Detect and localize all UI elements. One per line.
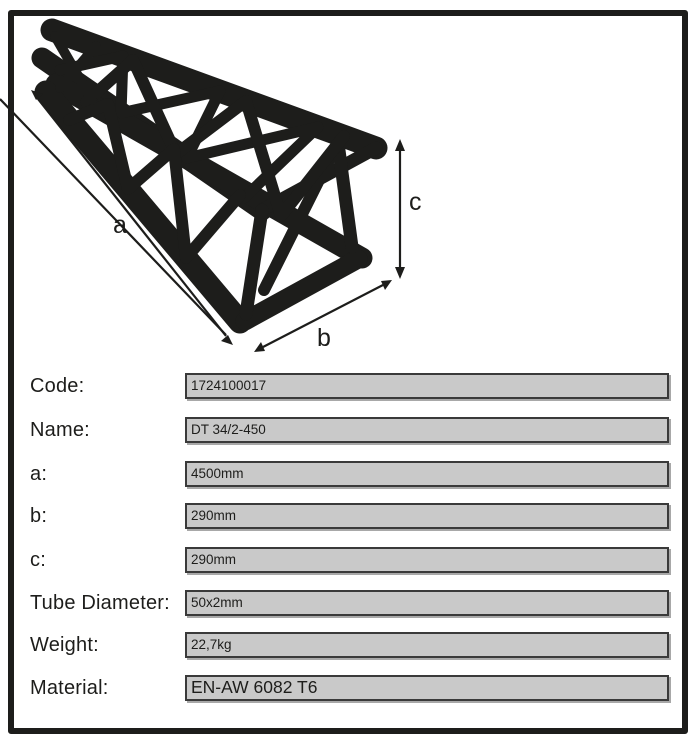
dim-label-b: b	[317, 324, 331, 352]
spec-label-name: Name:	[30, 419, 90, 441]
dim-label-a: a	[113, 211, 127, 239]
dim-c-value: 290mm	[191, 552, 237, 567]
dim-label-c: c	[409, 188, 422, 216]
spec-label-tube-diameter: Tube Diameter:	[30, 592, 170, 614]
weight-value: 22,7kg	[191, 637, 232, 652]
dim-a-field[interactable]	[185, 461, 669, 487]
spec-label-b: b:	[30, 505, 48, 527]
dim-c-field[interactable]	[185, 547, 669, 573]
spec-label-a: a:	[30, 463, 48, 485]
spec-row-code	[0, 373, 700, 399]
material-value: EN-AW 6082 T6	[191, 677, 318, 697]
dim-b-field[interactable]	[185, 503, 669, 529]
spec-label-code: Code:	[30, 375, 85, 397]
code-value: 1724100017	[191, 378, 267, 393]
tube-diameter-value: 50x2mm	[191, 595, 243, 610]
weight-field[interactable]	[185, 632, 669, 658]
tube-diameter-field[interactable]	[185, 590, 669, 616]
spec-row-a	[0, 461, 700, 487]
spec-row-c	[0, 547, 700, 573]
spec-row-b	[0, 503, 700, 529]
spec-row-tube-diameter	[0, 590, 700, 616]
code-field[interactable]	[185, 373, 669, 399]
name-field[interactable]	[185, 417, 669, 443]
spec-row-name	[0, 417, 700, 443]
spec-label-c: c:	[30, 549, 46, 571]
spec-label-material: Material:	[30, 677, 109, 699]
spec-label-weight: Weight:	[30, 634, 99, 656]
spec-row-material	[0, 675, 700, 701]
dim-a-value: 4500mm	[191, 466, 244, 481]
dim-b-value: 290mm	[191, 508, 237, 523]
spec-row-weight	[0, 632, 700, 658]
material-field[interactable]	[185, 675, 669, 701]
name-value: DT 34/2-450	[191, 422, 266, 437]
